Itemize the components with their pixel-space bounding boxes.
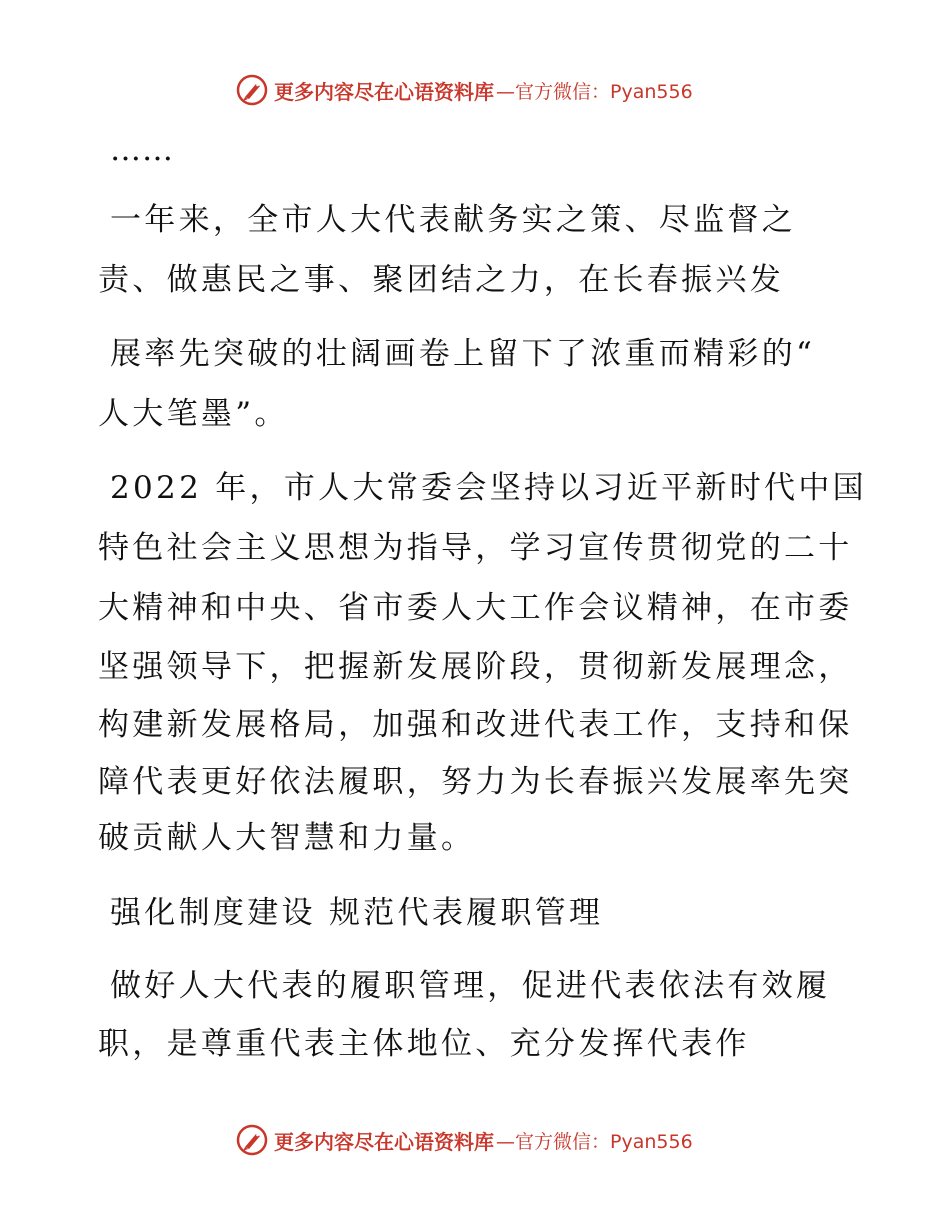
pen-nib-logo-icon xyxy=(236,74,268,106)
paragraph-2-line-2: 特色社会主义思想为指导，学习宣传贯彻党的二十 xyxy=(98,530,853,566)
paragraph-2-line-7: 破贡献人大智慧和力量。 xyxy=(98,820,476,856)
paragraph-1-line-2: 责、做惠民之事、聚团结之力，在长春振兴发 xyxy=(98,262,784,298)
ellipsis-line: …… xyxy=(110,132,174,168)
paragraph-2-line-5: 构建新发展格局，加强和改进代表工作，支持和保 xyxy=(98,707,853,743)
header-banner-title: 更多内容尽在心语资料库 xyxy=(274,79,494,104)
header-banner xyxy=(236,72,693,108)
footer-banner-contact: —官方微信：Pyan556 xyxy=(496,1130,693,1153)
paragraph-1-line-3: 展率先突破的壮阔画卷上留下了浓重而精彩的“ xyxy=(110,336,816,372)
footer-banner xyxy=(236,1122,693,1158)
paragraph-2-line-6: 障代表更好依法履职，努力为长春振兴发展率先突 xyxy=(98,764,853,800)
pen-nib-logo-icon xyxy=(236,1124,268,1156)
paragraph-1-line-4: 人大笔墨”。 xyxy=(98,396,289,432)
paragraph-2-line-3: 大精神和中央、省市委人大工作会议精神，在市委 xyxy=(98,590,853,626)
paragraph-2-line-1: 2022 年，市人大常委会坚持以习近平新时代中国 xyxy=(110,470,867,506)
paragraph-2-line-4: 坚强领导下，把握新发展阶段，贯彻新发展理念， xyxy=(98,649,853,685)
paragraph-3-line-2: 职，是尊重代表主体地位、充分发挥代表作 xyxy=(98,1026,750,1062)
paragraph-3-line-1: 做好人大代表的履职管理，促进代表依法有效履 xyxy=(110,968,831,1004)
section-heading: 强化制度建设 规范代表履职管理 xyxy=(110,895,604,931)
footer-banner-title: 更多内容尽在心语资料库 xyxy=(274,1129,494,1154)
header-banner-contact: —官方微信：Pyan556 xyxy=(496,80,693,103)
paragraph-1-line-1: 一年来，全市人大代表献务实之策、尽监督之 xyxy=(110,202,796,238)
